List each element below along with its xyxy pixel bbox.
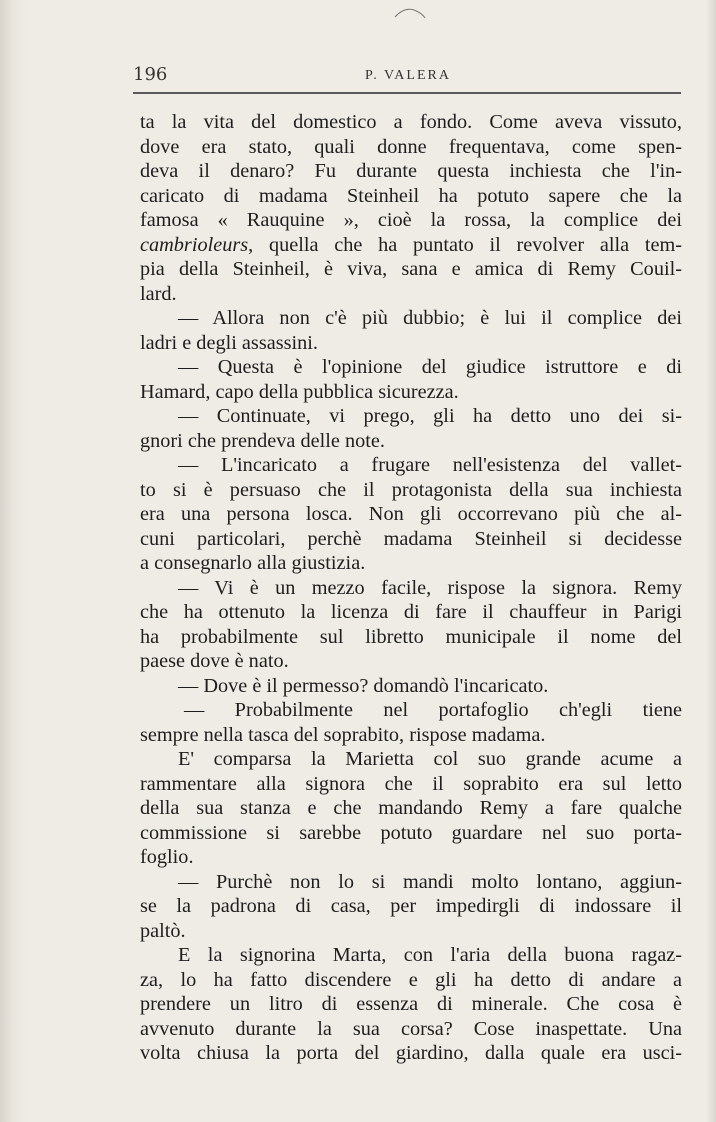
text-line: lard. [140,282,177,305]
text-line: E' comparsa la Marietta col suo grande acume a [178,748,682,770]
text-line: commissione si sarebbe potuto guardare nel suo porta- [140,821,682,844]
text-line: E la signorina Marta, con l'aria della buona ragaz- [178,944,682,966]
text-line: — Allora non c'è più dubbio; è lui il complice dei [178,307,682,329]
text-line: paltò. [140,919,186,942]
text-line: cambrioleurs, quella che ha puntato il revolver alla tem- [140,233,682,256]
text-line: foglio. [140,846,194,868]
running-head: P. VALERA [365,68,451,83]
text-line: era una persona losca. Non gli occorrevano più che al- [140,503,682,525]
text-line: famosa « Rauquine », cioè la rossa, la complice dei [140,209,682,231]
text-line: della sua stanza e che mandando Remy a fare qualche [140,797,682,819]
text-line: sempre nella tasca del soprabito, rispose madama. [140,723,546,746]
page-number: 196 [133,64,168,85]
text-line: to si è persuaso che il protagonista della sua inchiesta [140,478,682,501]
text-line: — L'incaricato a frugare nell'esistenza del vallet- [178,454,682,476]
page-header [133,64,681,96]
text-line: che ha ottenuto la licenza di fare il chauffeur in Parigi [140,601,682,623]
text-line: a consegnarlo alla giustizia. [140,552,366,574]
text-line: — Questa è l'opinione del giudice istruttore e di [178,356,682,378]
text-line: pia della Steinheil, è viva, sana e amica di Remy Couil- [140,258,682,280]
text-line: prendere un litro di essenza di minerale. Che cosa è [140,993,682,1015]
text-line: ta la vita del domestico a fondo. Come aveva vissuto, [140,111,682,133]
italic-word: cambrioleurs [140,233,249,256]
text-line: paese dove è nato. [140,650,289,672]
text-line: ha probabilmente sul libretto municipale il nome del [140,625,682,648]
spine-shadow [0,0,26,1122]
text-line: — Vi è un mezzo facile, rispose la signora. Remy [178,576,682,599]
text-line: caricato di madama Steinheil ha potuto sapere che la [140,184,682,207]
text-line: cuni particolari, perchè madama Steinheil si decidesse [140,527,682,550]
header-rule [133,92,681,94]
text-line: za, lo ha fatto discendere e gli ha detto di andare a [140,968,682,991]
text-line: — Continuate, vi prego, gli ha detto uno dei si- [178,405,682,427]
text-line: avvenuto durante la sua corsa? Cose inaspettate. Una [140,1017,682,1040]
text-line: — Probabilmente nel portafoglio ch'egli tiene [184,699,682,721]
text-line: — Dove è il permesso? domandò l'incaricato. [178,674,549,697]
text-line: ladri e degli assassini. [140,331,318,354]
pencil-mark [392,6,428,20]
text-line: volta chiusa la porta del giardino, dalla quale era usci- [140,1042,682,1064]
text-line: gnori che prendeva delle note. [140,429,385,452]
text-line: deva il denaro? Fu durante questa inchiesta che l'in- [140,160,682,182]
text-line: dove era stato, quali donne frequentava, come spen- [140,135,682,158]
page-edge [706,0,716,1122]
text-line: — Purchè non lo si mandi molto lontano, aggiun- [178,870,682,893]
text-line: rammentare alla signora che il soprabito era sul letto [140,772,682,795]
body-text [140,110,682,1066]
text-line: Hamard, capo della pubblica sicurezza. [140,380,459,403]
text-line: se la padrona di casa, per impedirgli di indossare il [140,895,682,917]
